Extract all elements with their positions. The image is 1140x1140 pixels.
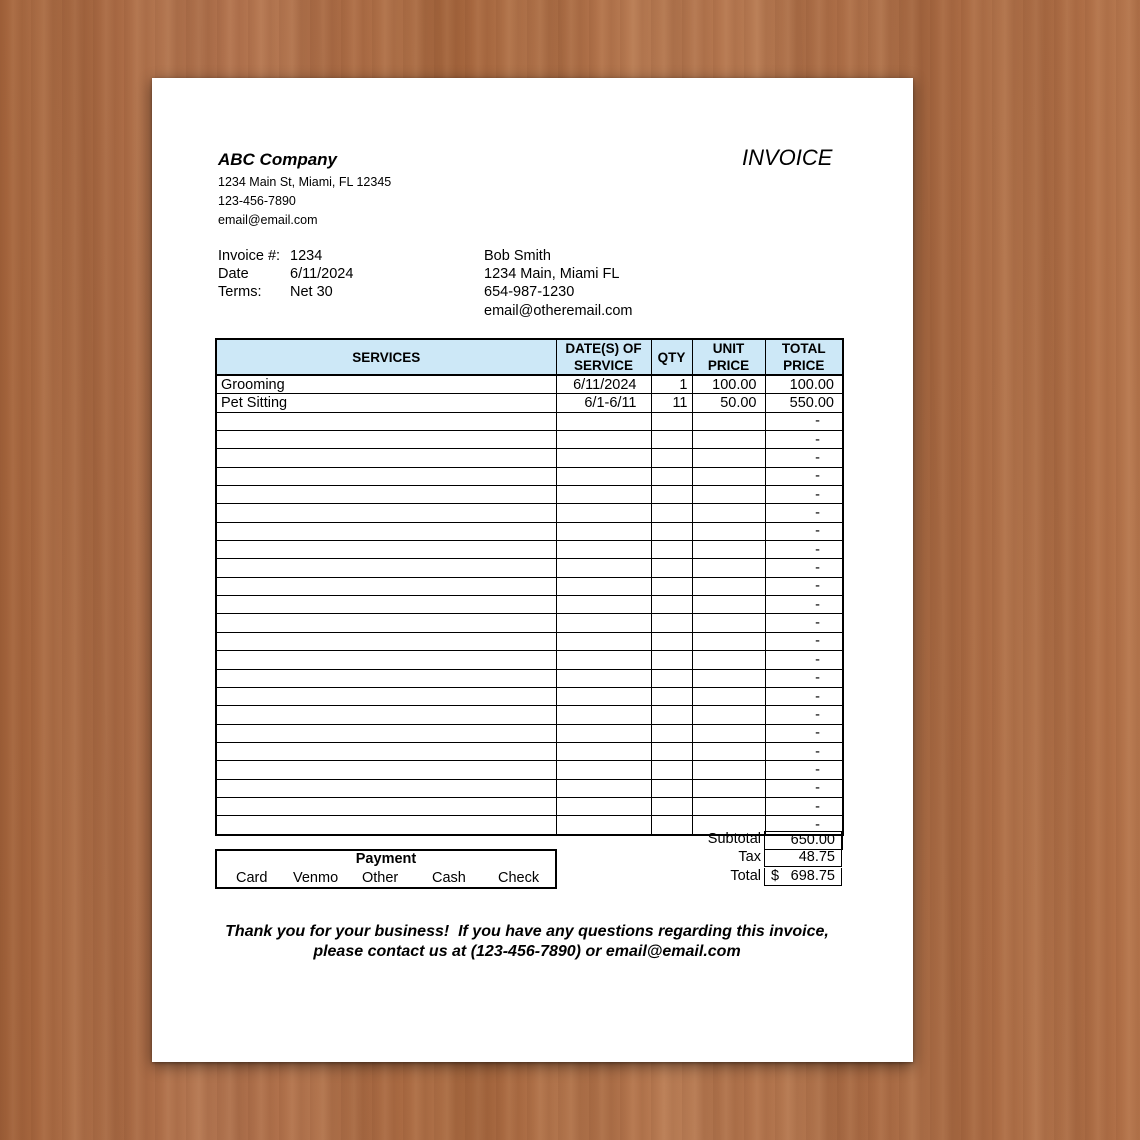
date-cell (556, 596, 651, 614)
table-row (216, 486, 843, 504)
service-cell (216, 816, 556, 835)
qty-cell (651, 577, 692, 595)
unit-price-cell (692, 449, 765, 467)
unit-price-cell (692, 504, 765, 522)
service-cell (216, 706, 556, 724)
unit-price-cell (692, 779, 765, 797)
service-cell (216, 761, 556, 779)
date-cell (556, 779, 651, 797)
table-row (216, 375, 843, 394)
qty-cell (651, 431, 692, 449)
header-qty: QTY (651, 339, 692, 375)
date-cell (556, 614, 651, 632)
qty-cell (651, 706, 692, 724)
bill-to-phone: 654-987-1230 (484, 284, 575, 300)
date-cell (556, 724, 651, 742)
date-cell (556, 449, 651, 467)
qty-cell (651, 632, 692, 650)
invoice-date-label: Date (218, 266, 249, 282)
qty-cell (651, 467, 692, 485)
total-price-cell: - (765, 449, 843, 467)
service-cell (216, 412, 556, 430)
qty-cell (651, 761, 692, 779)
service-cell (216, 449, 556, 467)
unit-price-cell (692, 559, 765, 577)
unit-price-cell (692, 541, 765, 559)
total-price-cell: - (765, 651, 843, 669)
unit-price-cell (692, 724, 765, 742)
qty-cell (651, 596, 692, 614)
invoice-date: 6/11/2024 (290, 266, 354, 282)
service-cell (216, 559, 556, 577)
service-cell (216, 632, 556, 650)
table-header-row (216, 339, 843, 375)
total-price-cell: - (765, 522, 843, 540)
service-cell (216, 504, 556, 522)
qty-cell (651, 779, 692, 797)
service-cell (216, 522, 556, 540)
date-cell (556, 816, 651, 835)
service-cell (216, 651, 556, 669)
service-cell (216, 797, 556, 815)
total-price-cell: - (765, 797, 843, 815)
unit-price-cell (692, 412, 765, 430)
total-value-box (764, 868, 842, 886)
table-row (216, 412, 843, 430)
unit-price-cell (692, 706, 765, 724)
unit-price-cell (692, 522, 765, 540)
bill-to-email: email@otheremail.com (484, 303, 633, 319)
subtotal-label: Subtotal (707, 831, 761, 847)
total-price-cell: - (765, 669, 843, 687)
total-price-cell: - (765, 779, 843, 797)
table-row (216, 614, 843, 632)
subtotal-value: 650.00 (764, 831, 843, 850)
table-row (216, 724, 843, 742)
qty-cell (651, 559, 692, 577)
service-cell (216, 742, 556, 760)
invoice-terms: Net 30 (290, 284, 333, 300)
qty-cell (651, 669, 692, 687)
table-row (216, 651, 843, 669)
date-cell (556, 467, 651, 485)
footer-line-1: Thank you for your business! If you have any questions regarding this invoice, (225, 923, 829, 940)
qty-cell (651, 687, 692, 705)
company-name: ABC Company (218, 150, 338, 169)
date-cell (556, 541, 651, 559)
qty-cell (651, 504, 692, 522)
date-cell (556, 431, 651, 449)
unit-price-cell (692, 651, 765, 669)
qty-cell (651, 449, 692, 467)
date-cell (556, 761, 651, 779)
table-row (216, 632, 843, 650)
date-cell: 6/1-6/11 (556, 394, 651, 412)
qty-cell (651, 486, 692, 504)
date-cell (556, 486, 651, 504)
unit-price-cell (692, 614, 765, 632)
table-row (216, 742, 843, 760)
total-price-cell: - (765, 596, 843, 614)
total-value: 698.75 (790, 868, 835, 884)
qty-cell (651, 797, 692, 815)
service-cell (216, 724, 556, 742)
service-cell (216, 431, 556, 449)
footer-line-2: please contact us at (123-456-7890) or email@email.com (313, 943, 741, 960)
header-dates-of-service: DATE(S) OF SERVICE (556, 339, 651, 375)
invoice-number: 1234 (290, 248, 323, 264)
date-cell (556, 687, 651, 705)
total-price-cell: - (765, 687, 843, 705)
total-price-cell: - (765, 504, 843, 522)
total-price-cell: - (765, 559, 843, 577)
date-cell (556, 522, 651, 540)
service-cell (216, 467, 556, 485)
qty-cell: 11 (651, 394, 692, 412)
payment-title: Payment (355, 851, 417, 867)
payment-option-cash: Cash (432, 870, 466, 886)
header-total-price: TOTAL PRICE (765, 339, 843, 375)
table-row (216, 779, 843, 797)
header-unit-price: UNIT PRICE (692, 339, 765, 375)
unit-price-cell: 50.00 (692, 394, 765, 412)
table-row (216, 467, 843, 485)
date-cell (556, 706, 651, 724)
payment-box (215, 849, 557, 889)
table-row (216, 596, 843, 614)
company-phone: 123-456-7890 (218, 194, 296, 208)
date-cell (556, 669, 651, 687)
date-cell (556, 412, 651, 430)
unit-price-cell (692, 687, 765, 705)
qty-cell (651, 614, 692, 632)
unit-price-cell (692, 742, 765, 760)
tax-value: 48.75 (764, 849, 842, 867)
unit-price-cell (692, 761, 765, 779)
tax-label: Tax (738, 849, 761, 865)
table-row (216, 431, 843, 449)
total-price-cell: - (765, 742, 843, 760)
date-cell (556, 559, 651, 577)
table-row (216, 504, 843, 522)
total-price-cell: - (765, 577, 843, 595)
total-label: Total (730, 868, 761, 884)
qty-cell (651, 724, 692, 742)
unit-price-cell (692, 632, 765, 650)
qty-cell (651, 541, 692, 559)
service-cell (216, 779, 556, 797)
total-currency: $ (771, 868, 780, 884)
unit-price-cell (692, 577, 765, 595)
service-cell: Grooming (216, 375, 556, 394)
total-price-cell: - (765, 761, 843, 779)
total-price-cell: - (765, 431, 843, 449)
date-cell: 6/11/2024 (556, 375, 651, 394)
bill-to-name: Bob Smith (484, 248, 551, 264)
qty-cell (651, 742, 692, 760)
services-table (215, 338, 844, 836)
total-price-cell: - (765, 614, 843, 632)
service-cell (216, 687, 556, 705)
table-row (216, 577, 843, 595)
total-price-cell: 550.00 (765, 394, 843, 412)
service-cell (216, 577, 556, 595)
total-price-cell: - (765, 467, 843, 485)
bill-to-address: 1234 Main, Miami FL (484, 266, 620, 282)
total-price-cell: - (765, 632, 843, 650)
unit-price-cell (692, 596, 765, 614)
service-cell (216, 669, 556, 687)
service-cell: Pet Sitting (216, 394, 556, 412)
unit-price-cell (692, 467, 765, 485)
unit-price-cell (692, 431, 765, 449)
invoice-title: INVOICE (742, 145, 833, 170)
invoice-terms-label: Terms: (218, 284, 262, 300)
total-price-cell: - (765, 816, 843, 835)
qty-cell (651, 522, 692, 540)
table-row (216, 706, 843, 724)
footer-message (192, 922, 862, 962)
date-cell (556, 504, 651, 522)
table-row (216, 761, 843, 779)
table-row (216, 394, 843, 412)
invoice-number-label: Invoice #: (218, 248, 281, 264)
company-email: email@email.com (218, 213, 318, 227)
service-cell (216, 596, 556, 614)
table-row (216, 669, 843, 687)
table-row (216, 797, 843, 815)
unit-price-cell (692, 486, 765, 504)
date-cell (556, 651, 651, 669)
payment-option-check: Check (498, 870, 540, 886)
header-services: SERVICES (216, 339, 556, 375)
unit-price-cell: 100.00 (692, 375, 765, 394)
table-row (216, 541, 843, 559)
unit-price-cell (692, 669, 765, 687)
invoice-page (152, 78, 913, 1062)
table-row (216, 522, 843, 540)
table-body (216, 375, 843, 835)
total-price-cell: - (765, 724, 843, 742)
table-row (216, 449, 843, 467)
unit-price-cell (692, 797, 765, 815)
service-cell (216, 614, 556, 632)
table-row (216, 559, 843, 577)
qty-cell: 1 (651, 375, 692, 394)
total-price-cell: - (765, 486, 843, 504)
service-cell (216, 486, 556, 504)
payment-option-card: Card (236, 870, 268, 886)
payment-option-venmo: Venmo (293, 870, 339, 886)
qty-cell (651, 412, 692, 430)
total-price-cell: - (765, 412, 843, 430)
total-price-cell: 100.00 (765, 375, 843, 394)
qty-cell (651, 651, 692, 669)
company-address: 1234 Main St, Miami, FL 12345 (218, 175, 392, 189)
service-cell (216, 541, 556, 559)
table-row (216, 687, 843, 705)
date-cell (556, 742, 651, 760)
date-cell (556, 797, 651, 815)
date-cell (556, 577, 651, 595)
total-price-cell: - (765, 541, 843, 559)
date-cell (556, 632, 651, 650)
payment-option-other: Other (362, 870, 399, 886)
total-price-cell: - (765, 706, 843, 724)
